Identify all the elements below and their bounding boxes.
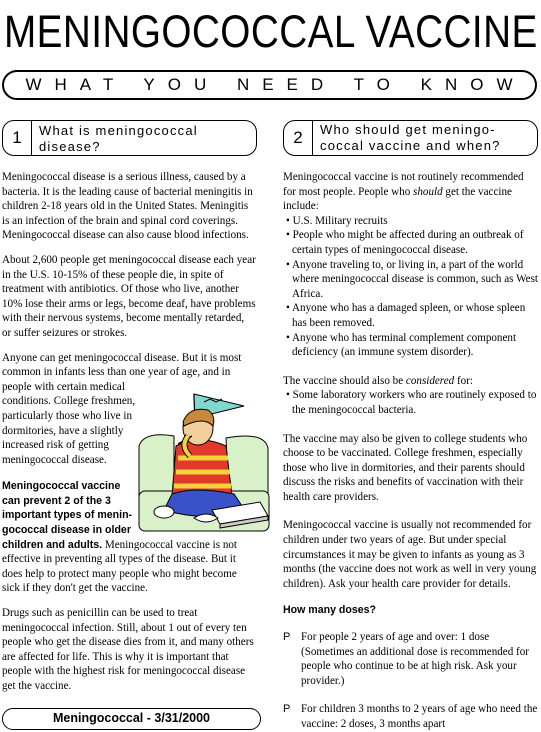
dose-marker: P bbox=[283, 631, 291, 644]
considered-list bbox=[283, 388, 539, 417]
p4-bold-line: children and adults. bbox=[2, 538, 103, 551]
p4-bold-line: Meningococcal vaccine bbox=[2, 480, 121, 493]
section-1-paragraph-1: Meningococcal disease is a serious illness, caused by a bacteria. It is the leading cause of bacterial meningitis in children 2-18 years old in the United States. Meningitis is an infection of the brain and spinal cord coverings. Meningococcal disease can also cause blood infections. bbox=[2, 171, 253, 242]
section-1-number: 1 bbox=[3, 121, 32, 155]
section-1-header bbox=[2, 120, 257, 156]
p3-line: particularly those who live in bbox=[2, 409, 133, 422]
list-item: • U.S. Military recruits bbox=[283, 214, 539, 229]
section-2-heading: Who should get meningo- coccal vaccine and when? bbox=[320, 122, 501, 153]
p4-bold-line: important types of menin- bbox=[2, 509, 133, 522]
p4-bold-line: can prevent 2 of the 3 bbox=[2, 494, 111, 507]
section-1-paragraph-5: Drugs such as penicillin can be used to treat meningococcal infection. Still, about 1 out of every ten people who get the disease dies from it, and many others are affected for life. This is why it is important that people with the highest risk for meningococcal disease get the vaccine. bbox=[2, 607, 254, 692]
list-item: • People who might be affected during an outbreak of certain types of meningococcal disease. bbox=[283, 228, 539, 257]
section-2-header bbox=[283, 120, 538, 156]
p4-rest: Meningococcal vaccine is not effective in preventing all types of the disease. But it does help to protect many people who might become sick if they don't get the vaccine. bbox=[2, 538, 238, 595]
dose-item bbox=[283, 630, 539, 688]
dose-text: For people 2 years of age and over: 1 dose (Sometimes an additional dose is recommended for people who continue to be at high risk. Ask your provider.) bbox=[301, 631, 529, 687]
p3-line: Anyone can get meningococcal disease. But it is most bbox=[2, 351, 242, 364]
intro-emphasis: should bbox=[413, 185, 443, 198]
dose-text: For children 3 months to 2 years of age who need the vaccine: 2 doses, 3 months apart bbox=[301, 703, 538, 730]
footer-label: Meningococcal - 3/31/2000 bbox=[2, 708, 261, 730]
right-column bbox=[283, 170, 539, 732]
intro-text: Meningococcal vaccine is not routinely recommended for most people. People who bbox=[283, 171, 524, 198]
list-item: • Anyone who has a damaged spleen, or whose spleen has been removed. bbox=[283, 301, 539, 330]
section-1-heading: What is meningococcal disease? bbox=[39, 123, 198, 154]
doses-heading: How many doses? bbox=[283, 604, 377, 617]
section-1-paragraph-2: About 2,600 people get meningococcal disease each year in the U.S. 10-15% of these people die, in spite of treatment with antibiotics. Of those who live, another 10% lose their arms or legs, become deaf, have problems with their nervous systems, become mentally retarded, or suffer seizures or strokes. bbox=[2, 253, 256, 339]
p3-line: people with certain medical bbox=[2, 380, 125, 393]
considered-intro bbox=[283, 374, 539, 389]
list-item: • Anyone who has terminal complement component deficiency (an immune system disorder). bbox=[283, 331, 539, 360]
dose-marker: P bbox=[283, 703, 291, 716]
subtitle-banner: WHAT YOU NEED TO KNOW bbox=[2, 70, 537, 100]
p4-bold-line: gococcal disease in older bbox=[2, 524, 131, 537]
p3-line: common in infants less than one year of age, and in bbox=[2, 366, 231, 379]
section-2-number: 2 bbox=[284, 121, 313, 155]
college-paragraph: The vaccine may also be given to college students who choose to be vaccinated. College freshmen, especially those who live in dormitories, and their parents should discuss the risks and benefits of vaccination with their health care providers. bbox=[283, 432, 528, 503]
p3-line: meningococcal disease. bbox=[2, 453, 107, 466]
considered-text: for: bbox=[454, 374, 473, 387]
dose-item bbox=[283, 702, 539, 731]
list-item: • Some laboratory workers who are routinely exposed to the meningococcal bacteria. bbox=[283, 388, 539, 417]
recommended-list bbox=[283, 214, 539, 360]
p3-line: increased risk of getting bbox=[2, 439, 109, 452]
considered-text: The vaccine should also be bbox=[283, 374, 406, 387]
p3-line: conditions. College freshmen, bbox=[2, 395, 136, 408]
intro-text: get the vaccine include: bbox=[283, 185, 512, 213]
considered-emphasis: considered bbox=[405, 374, 455, 387]
page-title: MENINGOCOCCAL VACCINE bbox=[4, 6, 538, 57]
section-2-intro bbox=[283, 170, 539, 214]
list-item: • Anyone traveling to, or living in, a part of the world where meningococcal disease is common, such as West Africa. bbox=[283, 258, 539, 302]
p3-line: dormitories, have a slightly bbox=[2, 424, 124, 437]
sick-student-illustration bbox=[134, 386, 274, 536]
children-paragraph: Meningococcal vaccine is usually not recommended for children under two years of age. But under special circumstances it may be given to infants as young as 3 months (the vaccine does not work as well in very young children). Ask your health care provider for details. bbox=[283, 519, 537, 590]
